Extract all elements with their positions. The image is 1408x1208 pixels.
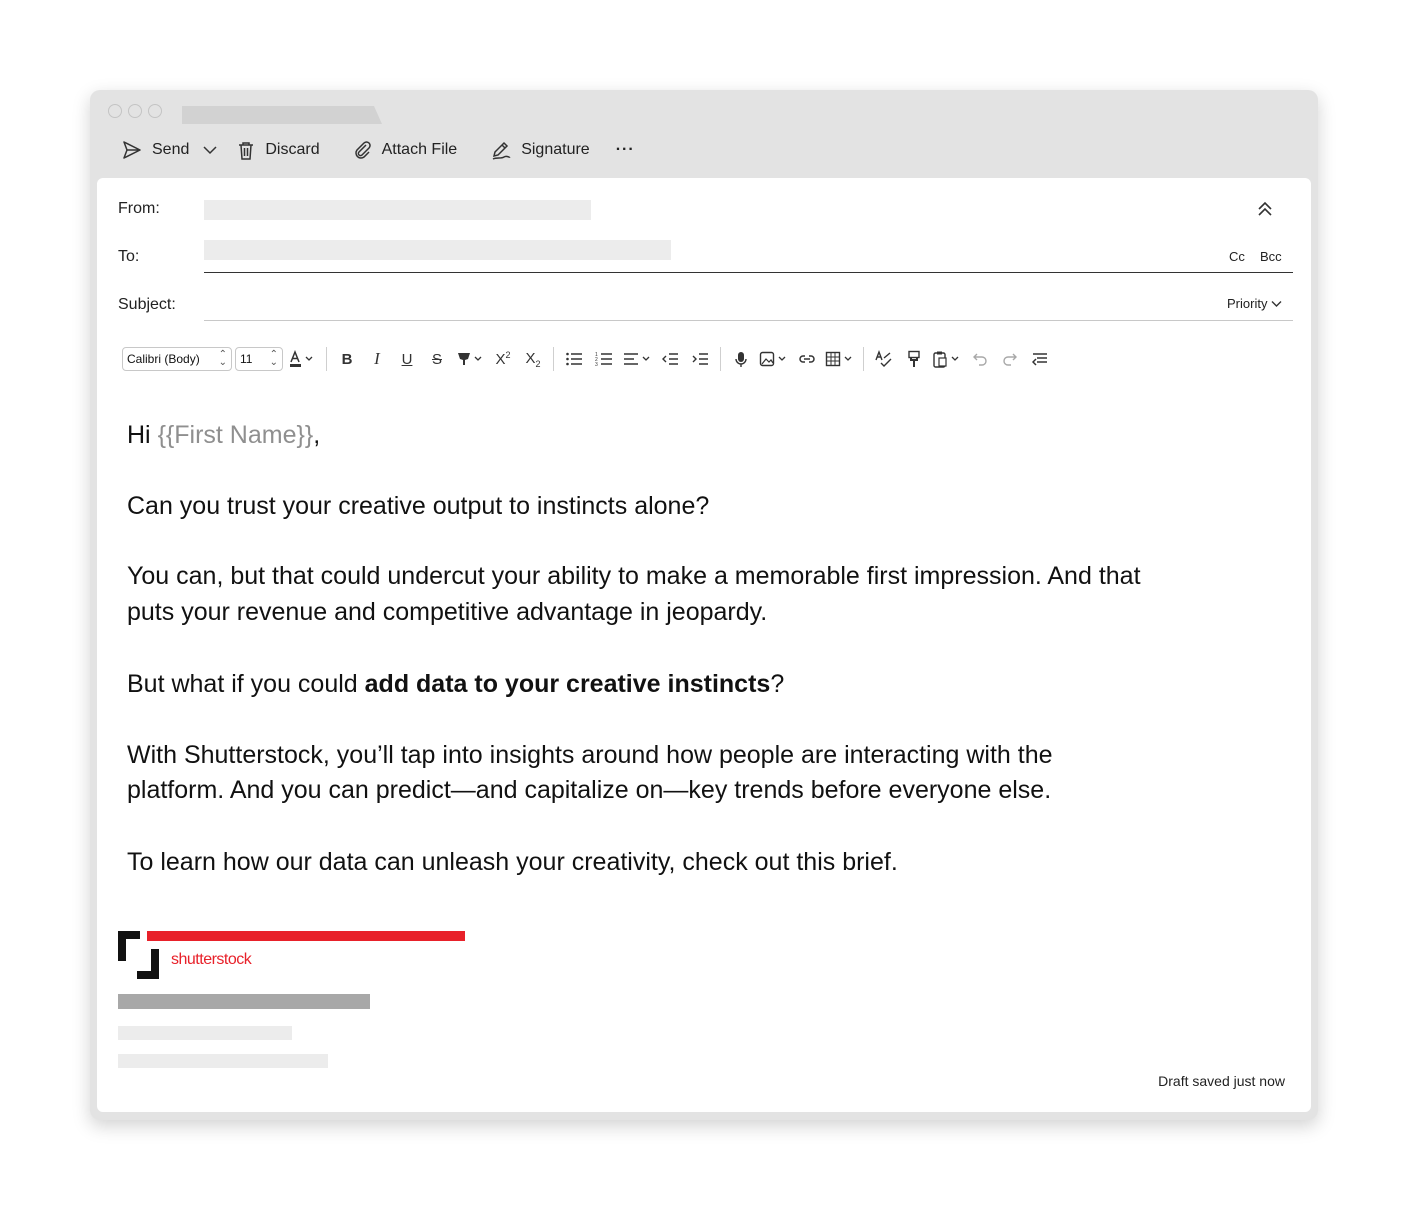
clipboard-icon bbox=[932, 350, 962, 368]
attach-file-label: Attach File bbox=[381, 141, 458, 158]
dictate-button[interactable] bbox=[726, 347, 756, 371]
insert-link-button[interactable] bbox=[792, 347, 822, 371]
close-window-button[interactable] bbox=[108, 104, 122, 118]
window-title-tab bbox=[182, 106, 382, 124]
shutterstock-logo bbox=[118, 931, 468, 983]
send-label: Send bbox=[152, 141, 190, 158]
superscript-icon: $X^2$ bbox=[495, 350, 511, 368]
italic-button[interactable] bbox=[362, 347, 392, 371]
text-direction-button[interactable] bbox=[1025, 347, 1055, 371]
paragraph-2-line-1: You can, but that could undercut your ability to make a memorable first impression. And that bbox=[127, 562, 1141, 590]
more-icon: ··· bbox=[615, 141, 635, 158]
paragraph-3-pre: But what if you could bbox=[127, 670, 365, 698]
bcc-button[interactable]: Bcc bbox=[1260, 249, 1282, 264]
paste-button[interactable] bbox=[929, 347, 965, 371]
redo-button[interactable] bbox=[995, 347, 1025, 371]
window-controls bbox=[108, 104, 162, 118]
cc-button[interactable]: Cc bbox=[1229, 249, 1245, 264]
from-field[interactable] bbox=[204, 200, 591, 220]
highlight-button[interactable] bbox=[452, 347, 488, 371]
first-name-placeholder: {{First Name}} bbox=[157, 421, 314, 449]
font-size-select[interactable] bbox=[235, 347, 283, 371]
font-family-value: Calibri (Body) bbox=[127, 352, 200, 366]
paragraph-2-line-2: puts your revenue and competitive advantage in jeopardy. bbox=[127, 597, 768, 626]
link-icon bbox=[798, 353, 816, 365]
signature-name-redacted bbox=[118, 994, 370, 1009]
toolbar-divider bbox=[326, 347, 327, 371]
trash-icon bbox=[237, 141, 255, 160]
attach-file-button[interactable] bbox=[354, 141, 458, 159]
increase-indent-button[interactable] bbox=[685, 347, 715, 371]
paragraph-direction-icon bbox=[1032, 352, 1048, 366]
bold-icon: B bbox=[341, 350, 353, 368]
discard-label: Discard bbox=[265, 141, 320, 158]
superscript-button[interactable] bbox=[488, 347, 518, 371]
underline-button[interactable] bbox=[392, 347, 422, 371]
font-size-value: 11 bbox=[240, 352, 253, 366]
signature-label: Signature bbox=[521, 141, 590, 158]
spellcheck-icon bbox=[875, 350, 893, 368]
numbered-list-icon bbox=[595, 351, 613, 367]
font-color-button[interactable] bbox=[283, 347, 321, 371]
highlighter-icon bbox=[455, 350, 485, 368]
paragraph-4-line-1: With Shutterstock, you’ll tap into insights around how people are interacting with the bbox=[127, 740, 1053, 769]
signature-title-redacted bbox=[118, 1026, 292, 1040]
paragraph-5: To learn how our data can unleash your creativity, check out this brief. bbox=[127, 847, 898, 876]
compose-toolbar bbox=[122, 138, 635, 162]
undo-icon bbox=[972, 352, 988, 366]
insert-table-button[interactable] bbox=[822, 347, 858, 371]
subject-underline bbox=[204, 320, 1293, 321]
priority-label: Priority bbox=[1227, 296, 1268, 311]
subscript-icon: $X_2$ bbox=[525, 349, 541, 369]
undo-button[interactable] bbox=[965, 347, 995, 371]
send-icon bbox=[122, 141, 142, 159]
stepper-icon: ⌃ ⌄ bbox=[269, 349, 278, 368]
paragraph-3-bold: add data to your creative instincts bbox=[364, 670, 771, 698]
numbered-list-button[interactable] bbox=[589, 347, 619, 371]
greeting-comma: , bbox=[313, 421, 321, 449]
microphone-icon bbox=[734, 351, 748, 368]
greeting-hi: Hi bbox=[127, 421, 158, 449]
strikethrough-button[interactable] bbox=[422, 347, 452, 371]
spelling-button[interactable] bbox=[869, 347, 899, 371]
table-icon bbox=[825, 351, 855, 367]
format-painter-button[interactable] bbox=[899, 347, 929, 371]
minimize-window-button[interactable] bbox=[128, 104, 142, 118]
strikethrough-icon: S bbox=[431, 350, 442, 368]
stepper-icon: ⌃ ⌄ bbox=[218, 349, 227, 368]
align-left-icon bbox=[622, 351, 652, 367]
bullet-list-button[interactable] bbox=[559, 347, 589, 371]
to-label: To: bbox=[118, 248, 140, 265]
mail-compose-window bbox=[90, 90, 1318, 1120]
format-toolbar bbox=[122, 346, 1055, 372]
subject-input[interactable] bbox=[204, 290, 1204, 318]
paperclip-icon bbox=[354, 141, 372, 159]
paragraph-4-line-2: platform. And you can predict—and capitalize on—key trends before everyone else. bbox=[127, 776, 1052, 804]
draft-status: Draft saved just now bbox=[1158, 1073, 1285, 1089]
more-options-button[interactable] bbox=[616, 141, 635, 159]
indent-icon bbox=[691, 351, 709, 367]
shutterstock-wordmark: shutterstock bbox=[171, 951, 252, 968]
paragraph-3-post: ? bbox=[770, 670, 785, 698]
signature-pen-icon bbox=[491, 141, 511, 160]
send-options-chevron-icon[interactable] bbox=[203, 145, 217, 155]
from-label: From: bbox=[118, 200, 160, 217]
zoom-window-button[interactable] bbox=[148, 104, 162, 118]
toolbar-divider bbox=[553, 347, 554, 371]
paintbrush-icon bbox=[907, 350, 921, 368]
svg-text:2: 2 bbox=[595, 357, 598, 363]
send-button[interactable] bbox=[122, 141, 189, 159]
greeting bbox=[127, 418, 1237, 454]
bullet-list-icon bbox=[565, 351, 583, 367]
paragraph-1: Can you trust your creative output to instincts alone? bbox=[127, 491, 710, 520]
toolbar-divider bbox=[863, 347, 864, 371]
signature-contact-redacted bbox=[118, 1054, 328, 1068]
insert-picture-button[interactable] bbox=[756, 347, 792, 371]
italic-icon: I bbox=[374, 349, 380, 368]
subscript-button[interactable] bbox=[518, 347, 548, 371]
font-color-icon bbox=[288, 350, 316, 368]
paragraph-3 bbox=[127, 667, 1237, 703]
decrease-indent-button[interactable] bbox=[655, 347, 685, 371]
signature-button[interactable] bbox=[491, 141, 590, 160]
outdent-icon bbox=[661, 351, 679, 367]
priority-dropdown[interactable] bbox=[1227, 296, 1282, 311]
chevron-down-icon bbox=[1271, 300, 1282, 308]
collapse-header-icon[interactable] bbox=[1257, 200, 1273, 218]
font-family-select[interactable] bbox=[122, 347, 232, 371]
svg-text:1: 1 bbox=[595, 352, 598, 358]
toolbar-divider bbox=[720, 347, 721, 371]
subject-label: Subject: bbox=[118, 296, 176, 313]
svg-text:3: 3 bbox=[595, 362, 598, 367]
paragraph-2 bbox=[127, 559, 1237, 630]
bold-button[interactable] bbox=[332, 347, 362, 371]
paragraph-4 bbox=[127, 738, 1237, 809]
redo-icon bbox=[1002, 352, 1018, 366]
compose-sheet bbox=[97, 178, 1311, 1112]
to-field[interactable] bbox=[204, 240, 671, 260]
underline-icon: U bbox=[401, 350, 413, 368]
to-underline bbox=[204, 272, 1293, 273]
discard-button[interactable] bbox=[237, 141, 319, 160]
message-body[interactable] bbox=[127, 418, 1237, 880]
picture-icon bbox=[759, 351, 789, 367]
align-button[interactable] bbox=[619, 347, 655, 371]
